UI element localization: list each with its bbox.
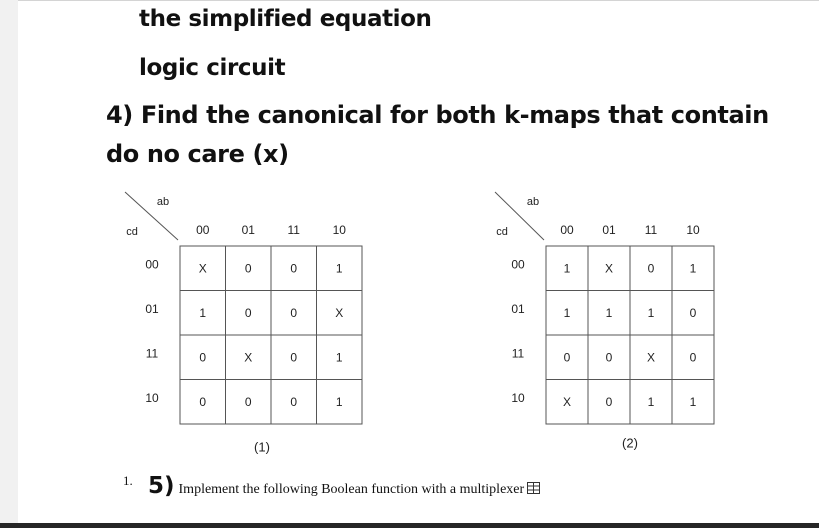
kmap-cell: 1 (647, 394, 655, 409)
kmap-cell: 1 (335, 261, 343, 276)
kmap-col-header: 00 (560, 223, 574, 237)
kmap-col-header: 10 (686, 223, 700, 237)
kmap-row-header: 00 (511, 257, 525, 272)
kmap-cell: X (244, 350, 253, 365)
question-5 (148, 473, 540, 499)
kmap-cell: 0 (244, 305, 252, 320)
kmap-col-header: 11 (644, 223, 658, 237)
kmap-cell: 0 (605, 350, 613, 365)
question-5-number: 5) (148, 473, 175, 499)
kmap-cell: X (604, 261, 614, 276)
kmap-cell: X (562, 394, 572, 409)
kmap-cell: X (646, 350, 656, 365)
document-page (18, 0, 819, 523)
question-4-heading: 4) Find the canonical for both k-maps that contain (106, 101, 769, 129)
kmap-cell: 0 (244, 394, 252, 409)
kmap-cell: 0 (689, 350, 697, 365)
kmap-cell: 0 (290, 305, 298, 320)
kmap-caption: (1) (254, 439, 270, 455)
kmap-col-header: 01 (241, 223, 255, 237)
kmap-figures (18, 0, 819, 470)
kmap-col-header: 10 (332, 223, 346, 237)
kmap-row-header: 01 (511, 301, 525, 316)
kmap-col-var-label: ab (156, 196, 170, 208)
kmap-cell: 1 (199, 305, 207, 320)
kmap-cell: 0 (290, 394, 298, 409)
kmap-cell: 0 (647, 261, 655, 276)
kmap-cell: 1 (563, 261, 571, 276)
kmap-cell: X (335, 305, 344, 320)
kmap-row-var-label: cd (496, 226, 508, 238)
kmap-caption: (2) (622, 435, 638, 451)
question-4-heading-continued: do no care (x) (106, 140, 289, 168)
question-5-text: Implement the following Boolean function with a multiplexer (178, 482, 525, 497)
window-bottom-bar (0, 523, 819, 528)
kmap-cell: 1 (335, 350, 343, 365)
kmap-col-var-label: ab (526, 196, 540, 208)
kmap-cell: X (198, 261, 207, 276)
kmap-cell: 0 (605, 394, 613, 409)
kmap-cell: 0 (689, 305, 697, 320)
kmap-cell: 1 (563, 305, 571, 320)
kmap-row-header: 11 (511, 346, 525, 361)
kmap-col-header: 11 (287, 223, 300, 237)
kmap-cell: 0 (290, 261, 298, 276)
kmap-row-header: 01 (145, 301, 159, 316)
kmap-cell: 0 (244, 261, 252, 276)
text-line-logic-circuit: logic circuit (139, 55, 286, 81)
kmap-cell: 1 (647, 305, 655, 320)
kmap-cell: 1 (689, 261, 697, 276)
kmap-cell: 0 (563, 350, 571, 365)
kmap-col-header: 01 (602, 223, 616, 237)
kmap-cell: 0 (199, 350, 207, 365)
kmap-cell: 0 (290, 350, 298, 365)
kmap-cell: 1 (605, 305, 613, 320)
kmap-row-header: 11 (145, 346, 159, 361)
kmap-cell: 0 (199, 394, 207, 409)
text-line-simplified-equation: the simplified equation (139, 6, 432, 32)
kmap-cell: 1 (335, 394, 343, 409)
list-item-number: 1. (123, 473, 133, 488)
kmap-col-header: 00 (196, 223, 210, 237)
image-placeholder-icon (527, 482, 540, 494)
kmap-cell: 1 (689, 394, 697, 409)
kmap-row-header: 00 (145, 257, 159, 272)
kmap-row-var-label: cd (126, 226, 138, 238)
kmap-row-header: 10 (145, 390, 159, 405)
kmap-row-header: 10 (511, 390, 525, 405)
